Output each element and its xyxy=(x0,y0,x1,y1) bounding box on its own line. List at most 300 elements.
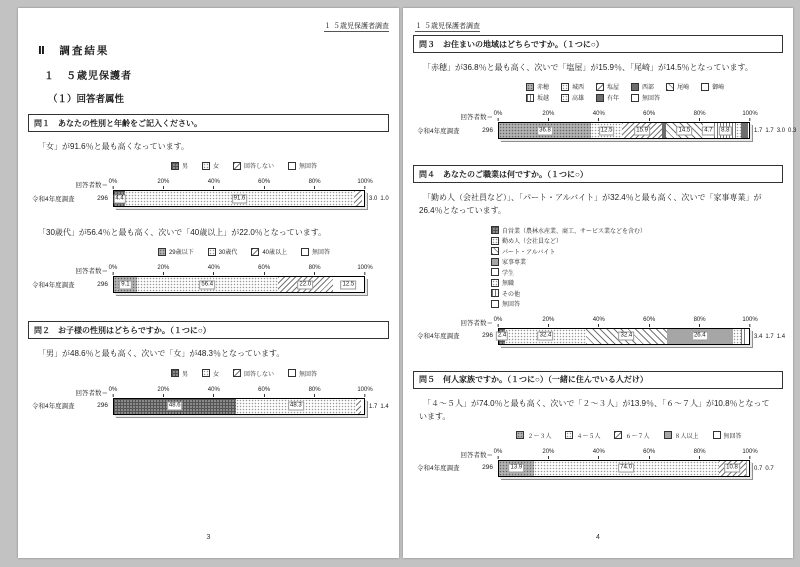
legend-swatch-icon xyxy=(171,162,179,170)
legend-swatch-icon xyxy=(561,94,569,102)
legend-item xyxy=(526,82,549,91)
outside-value-label: 1.4 xyxy=(380,403,389,410)
legend-label: 男 xyxy=(181,164,188,171)
axis-tick-mark xyxy=(497,456,498,459)
legend-swatch-icon xyxy=(233,162,241,170)
axis-tick xyxy=(542,317,554,327)
response-count-label: 回答者数＝ xyxy=(75,182,108,190)
axis-tick-label: 0% xyxy=(493,448,503,455)
legend-row xyxy=(526,93,788,102)
axis-tick-mark xyxy=(649,118,650,121)
axis-tick-label: 100% xyxy=(357,179,373,186)
axis-tick xyxy=(593,449,605,459)
axis-tick xyxy=(542,449,554,459)
axis-tick xyxy=(357,179,372,189)
axis-tick-label: 80% xyxy=(308,265,321,272)
axis-tick xyxy=(643,317,655,327)
legend-swatch-icon xyxy=(596,94,604,102)
legend-swatch-icon xyxy=(713,431,721,439)
legend-item xyxy=(158,247,194,256)
legend-label: 無回答 xyxy=(312,250,331,257)
response-count-label: 回答者数＝ xyxy=(75,268,108,276)
axis-tick-label: 60% xyxy=(643,316,656,323)
row-labels xyxy=(26,384,113,416)
legend-row xyxy=(491,257,793,266)
legend-label: 無回答 xyxy=(299,164,318,171)
plot-grid xyxy=(403,314,793,346)
legend-label: 女 xyxy=(212,164,219,171)
axis-tick xyxy=(109,179,118,189)
axis-tick-label: 0% xyxy=(493,111,503,118)
page-4 xyxy=(403,8,797,558)
chart-legend xyxy=(491,226,793,310)
legend-label: 坂越 xyxy=(537,96,550,103)
outside-value-labels xyxy=(754,466,774,472)
legend-swatch-icon xyxy=(491,247,499,255)
bar-segment xyxy=(534,461,719,476)
response-count-label: 回答者数＝ xyxy=(75,389,108,397)
segment-value-label: 14.5 xyxy=(678,127,691,134)
bar-segment xyxy=(499,461,534,476)
legend-swatch-icon xyxy=(251,248,259,256)
legend-label: 無回答 xyxy=(642,96,661,103)
legend-row xyxy=(491,226,793,235)
question-5-box: 問５ 何人家族ですか。（１つに○）（一緒に住んでいる人だけ） xyxy=(413,371,783,389)
segment-value-label: 48.3 xyxy=(290,402,302,409)
axis-tick-label: 80% xyxy=(693,316,706,323)
x-axis-ticks xyxy=(493,108,758,121)
legend-swatch-icon xyxy=(491,237,499,245)
stacked-bar xyxy=(498,460,750,477)
legend-swatch-icon xyxy=(631,83,639,91)
axis-tick-mark xyxy=(112,394,113,397)
survey-year-label: 令和4年度調査 xyxy=(417,333,460,341)
question-2-box: 問２ お子様の性別はどちらですか。（１つに○） xyxy=(28,321,389,339)
row-labels xyxy=(411,446,498,478)
chart-q3-area xyxy=(403,82,797,140)
stacked-bar xyxy=(498,328,750,345)
legend-label: ２～３人 xyxy=(527,433,552,440)
legend-swatch-icon xyxy=(561,83,569,91)
survey-year-label: 令和4年度調査 xyxy=(417,127,460,135)
axis-tick-mark xyxy=(364,272,365,275)
x-axis-ticks xyxy=(108,384,373,397)
outside-value-label: 0.7 xyxy=(765,465,774,472)
x-axis-ticks xyxy=(108,176,373,189)
legend-label: 回答しない xyxy=(244,371,275,378)
x-axis-ticks xyxy=(493,314,758,327)
axis-tick-label: 20% xyxy=(542,111,555,118)
legend-swatch-icon xyxy=(233,369,241,377)
legend-item xyxy=(491,299,520,308)
axis-tick-mark xyxy=(163,186,164,189)
chart-legend xyxy=(113,161,375,172)
legend-label: その他 xyxy=(502,291,521,298)
axis-tick-label: 80% xyxy=(308,386,321,393)
legend-item xyxy=(664,431,699,440)
page-number: 4 xyxy=(596,534,600,541)
legend-swatch-icon xyxy=(631,94,639,102)
stacked-bar xyxy=(113,398,365,415)
segment-value-label: 9.1 xyxy=(121,281,130,288)
plot-area xyxy=(108,384,389,416)
axis-tick-label: 40% xyxy=(592,316,605,323)
plot-area xyxy=(493,108,797,140)
segment-value-label: 48.6 xyxy=(168,402,181,409)
legend-item xyxy=(565,431,600,440)
chart-legend xyxy=(113,247,375,258)
bar-segment xyxy=(114,191,125,206)
survey-year-label: 令和4年度調査 xyxy=(32,403,75,411)
bar-segment xyxy=(114,277,137,292)
outside-value-label: 0.7 xyxy=(754,465,763,472)
axis-tick-label: 20% xyxy=(157,265,170,272)
axis-tick-mark xyxy=(112,272,113,275)
bar-segment xyxy=(333,277,364,292)
axis-tick-mark xyxy=(749,456,750,459)
outside-value-label: 3.0 xyxy=(369,196,378,203)
bar-segment xyxy=(125,191,354,206)
axis-tick-label: 40% xyxy=(207,386,220,393)
row-labels xyxy=(411,108,498,140)
axis-tick-mark xyxy=(497,118,498,121)
legend-label: 城西 xyxy=(572,85,585,92)
q4-summary: 「勤め人（会社員など）」、「パート・アルバイト」が32.4％と最も高く、次いで「家事専業」が26.4％となっています。 xyxy=(419,193,762,216)
legend-swatch-icon xyxy=(208,248,216,256)
legend-row xyxy=(113,161,375,170)
axis-tick xyxy=(742,317,757,327)
outside-value-labels xyxy=(754,334,785,340)
chart-q1-respondent-age xyxy=(18,247,399,294)
axis-tick xyxy=(208,387,220,397)
outside-value-label: 0.3 xyxy=(788,128,797,135)
bar-segment xyxy=(505,329,586,344)
axis-tick xyxy=(258,387,270,397)
stacked-bar xyxy=(498,122,750,139)
question-1-box: 問１ あなたの性別と年齢をご記入ください。 xyxy=(28,114,389,132)
outside-value-labels xyxy=(369,404,389,410)
respondent-n: 296 xyxy=(482,464,493,472)
segment-value-label: 15.9 xyxy=(636,127,648,134)
legend-row xyxy=(113,369,375,378)
axis-tick-label: 100% xyxy=(357,386,373,393)
plot-area xyxy=(108,176,389,208)
bar-segment xyxy=(733,329,741,344)
legend-label: 女 xyxy=(212,371,219,378)
legend-label: 無職 xyxy=(502,281,515,288)
axis-tick-label: 0% xyxy=(108,386,118,393)
bar-segment xyxy=(719,461,746,476)
axis-tick-mark xyxy=(163,272,164,275)
segment-value-label: 4.4 xyxy=(115,195,124,202)
respondent-n: 296 xyxy=(97,194,108,202)
axis-tick-mark xyxy=(598,456,599,459)
legend-row xyxy=(113,247,375,256)
legend-swatch-icon xyxy=(288,369,296,377)
legend-row xyxy=(491,289,793,298)
axis-tick-label: 60% xyxy=(258,179,271,186)
page-number: 3 xyxy=(206,534,211,541)
axis-tick-mark xyxy=(314,394,315,397)
legend-item xyxy=(491,247,555,256)
segment-value-label: 12.5 xyxy=(600,127,613,134)
segment-value-label: 91.6 xyxy=(233,195,246,202)
q2-summary: 「男」が48.6％と最も高く、次いで「女」が48.3％となっています。 xyxy=(34,349,285,359)
legend-item xyxy=(596,82,619,91)
running-header-text: １ ５歳児保護者調査 xyxy=(415,23,480,30)
outside-value-label: 3.4 xyxy=(754,333,763,340)
bar-row xyxy=(113,190,389,208)
q5-summary: 「４～５人」が74.0％と最も高く、次いで「２～３人」が13.9％、「６～７人」が10.8％となっています。 xyxy=(419,398,770,421)
segment-value-label: 12.5 xyxy=(342,281,355,288)
legend-swatch-icon xyxy=(301,248,309,256)
axis-tick-mark xyxy=(264,186,265,189)
legend-label: 御崎 xyxy=(712,85,725,92)
q3-summary: 「赤穂」が36.8％と最も高く、次いで「塩屋」が15.9％、「尾崎」が14.5％となっています。 xyxy=(419,63,753,72)
response-count-label: 回答者数＝ xyxy=(460,451,493,459)
segment-value-label: 22.0 xyxy=(299,281,312,288)
axis-tick-mark xyxy=(112,186,113,189)
row-label xyxy=(411,327,498,345)
outside-value-label: 1.7 xyxy=(754,128,763,135)
outside-value-label: 1.7 xyxy=(369,403,378,410)
legend-item xyxy=(171,161,188,170)
legend-label: パート・アルバイト xyxy=(502,249,556,256)
legend-item xyxy=(288,369,317,378)
plot-area xyxy=(108,262,373,294)
survey-year-label: 令和4年度調査 xyxy=(32,281,75,289)
legend-row xyxy=(491,278,793,287)
plot-area xyxy=(493,314,786,346)
legend-swatch-icon xyxy=(664,431,672,439)
bar-segment xyxy=(703,123,715,138)
axis-tick-label: 40% xyxy=(207,179,220,186)
running-header xyxy=(403,21,793,31)
legend-item xyxy=(561,93,584,102)
bar-segment xyxy=(361,399,365,414)
axis-tick-mark xyxy=(699,324,700,327)
axis-tick-label: 80% xyxy=(308,179,321,186)
axis-tick-label: 20% xyxy=(542,316,555,323)
legend-item xyxy=(516,431,551,440)
axis-tick xyxy=(742,449,757,459)
bar-segment xyxy=(591,123,622,138)
legend-label: 勤め人（会社員など） xyxy=(502,239,563,246)
legend-label: ６～７人 xyxy=(625,433,650,440)
bar-segment xyxy=(362,191,365,206)
bar-segment xyxy=(622,123,662,138)
legend-item xyxy=(202,369,219,378)
segment-value-label: 36.8 xyxy=(539,127,551,134)
axis-tick-mark xyxy=(548,118,549,121)
legend-label: 有年 xyxy=(607,96,620,103)
legend-swatch-icon xyxy=(491,268,499,276)
stacked-bar xyxy=(113,276,365,293)
legend-swatch-icon xyxy=(202,162,210,170)
row-label xyxy=(26,189,113,207)
bar-row xyxy=(113,398,389,416)
legend-swatch-icon xyxy=(491,226,499,234)
axis-tick-label: 40% xyxy=(592,111,605,118)
row-labels xyxy=(411,314,498,346)
axis-tick xyxy=(309,179,321,189)
axis-tick xyxy=(593,317,605,327)
axis-tick-label: 80% xyxy=(693,111,706,118)
axis-tick-mark xyxy=(699,118,700,121)
legend-swatch-icon xyxy=(526,83,534,91)
legend-item xyxy=(491,257,526,266)
legend-swatch-icon xyxy=(491,258,499,266)
outside-value-label: 1.7 xyxy=(765,333,774,340)
legend-item xyxy=(491,278,514,287)
x-axis-ticks xyxy=(493,446,758,459)
axis-tick-mark xyxy=(749,118,750,121)
axis-tick-label: 20% xyxy=(542,448,555,455)
survey-year-label: 令和4年度調査 xyxy=(417,465,460,473)
axis-tick-label: 60% xyxy=(258,265,271,272)
legend-item xyxy=(561,82,584,91)
bar-segment xyxy=(236,399,357,414)
axis-tick-mark xyxy=(264,272,265,275)
legend-swatch-icon xyxy=(491,289,499,297)
legend-swatch-icon xyxy=(526,94,534,102)
legend-label: 無回答 xyxy=(502,302,521,309)
axis-tick xyxy=(258,265,270,275)
bar-segment xyxy=(667,329,733,344)
axis-tick xyxy=(542,111,554,121)
axis-tick-mark xyxy=(163,394,164,397)
legend-item xyxy=(491,226,646,235)
segment-value-label: 74.0 xyxy=(620,464,632,471)
axis-tick xyxy=(593,111,605,121)
outside-value-label: 1.0 xyxy=(380,196,389,203)
axis-tick-label: 60% xyxy=(258,386,271,393)
segment-value-label: 32.4 xyxy=(620,332,633,339)
subsection-title: １ ５歳児保護者 xyxy=(44,71,132,82)
axis-tick xyxy=(742,111,757,121)
bar-row xyxy=(498,122,797,140)
legend-label: 男 xyxy=(181,371,188,378)
legend-row xyxy=(526,82,788,91)
outside-value-labels xyxy=(369,196,389,202)
legend-label: 無回答 xyxy=(299,371,318,378)
bar-row xyxy=(113,276,365,294)
legend-swatch-icon xyxy=(171,369,179,377)
legend-item xyxy=(288,161,317,170)
outside-value-label: 1.4 xyxy=(776,333,786,340)
segment-value-label: 13.9 xyxy=(510,464,523,471)
legend-swatch-icon xyxy=(491,300,499,308)
legend-label: 自営業（農林水産業、商工、サービス業などを含む） xyxy=(502,228,647,235)
axis-tick-label: 60% xyxy=(643,448,656,455)
legend-label: 西部 xyxy=(642,85,655,92)
axis-tick-mark xyxy=(598,324,599,327)
axis-tick xyxy=(109,265,118,275)
legend-label: ４～５人 xyxy=(576,433,601,440)
legend-row xyxy=(491,247,793,256)
respondent-n: 296 xyxy=(482,126,493,134)
legend-swatch-icon xyxy=(565,431,573,439)
axis-tick-label: 60% xyxy=(643,111,656,118)
axis-tick-label: 20% xyxy=(157,386,170,393)
legend-item xyxy=(701,82,724,91)
legend-swatch-icon xyxy=(516,431,524,439)
axis-tick-mark xyxy=(548,456,549,459)
legend-item xyxy=(301,247,330,256)
axis-tick-label: 100% xyxy=(742,111,758,118)
plot-grid xyxy=(18,176,399,208)
axis-tick xyxy=(208,179,220,189)
axis-tick xyxy=(309,265,321,275)
question-4-box: 問４ あなたのご職業は何ですか。（１つに○） xyxy=(413,165,783,183)
bar-segment xyxy=(137,277,278,292)
outside-value-label: 1.7 xyxy=(765,128,774,135)
legend-item xyxy=(666,82,689,91)
q1-sex-summary: 「女」が91.6％と最も高くなっています。 xyxy=(34,142,189,151)
legend-label: 赤穂 xyxy=(537,85,550,92)
response-count-label: 回答者数＝ xyxy=(460,319,493,327)
axis-tick-mark xyxy=(364,394,365,397)
bar-row xyxy=(498,460,774,478)
legend-label: 高雄 xyxy=(572,96,585,103)
survey-year-label: 令和4年度調査 xyxy=(32,195,75,203)
segment-value-label: 4.7 xyxy=(704,127,713,134)
plot-grid xyxy=(403,446,793,478)
axis-tick-label: 40% xyxy=(592,448,605,455)
legend-item xyxy=(208,247,238,256)
legend-row xyxy=(491,268,793,277)
axis-tick-label: 40% xyxy=(207,265,220,272)
axis-tick xyxy=(109,387,118,397)
plot-grid xyxy=(18,384,399,416)
legend-item xyxy=(614,431,649,440)
chart-legend xyxy=(113,369,375,380)
bar-segment xyxy=(499,123,591,138)
bar-segment xyxy=(114,399,236,414)
legend-swatch-icon xyxy=(666,83,674,91)
legend-row xyxy=(491,236,793,245)
legend-item xyxy=(596,93,619,102)
axis-tick xyxy=(258,179,270,189)
chart-q2-child-sex xyxy=(18,369,399,416)
axis-tick-mark xyxy=(264,394,265,397)
legend-label: 40歳以上 xyxy=(262,250,288,257)
bar-segment xyxy=(747,461,749,476)
legend-label: 学生 xyxy=(502,270,515,277)
axis-tick xyxy=(694,111,706,121)
axis-tick-mark xyxy=(364,186,365,189)
row-labels xyxy=(26,176,113,208)
axis-tick-mark xyxy=(649,456,650,459)
segment-value-label: 56.4 xyxy=(201,281,214,288)
legend-label: 回答しない xyxy=(244,164,275,171)
question-3-box: 問３ お住まいの地域はどちらですか。（１つに○） xyxy=(413,35,783,53)
axis-tick-mark xyxy=(314,186,315,189)
axis-tick-label: 80% xyxy=(693,448,706,455)
legend-item xyxy=(251,247,287,256)
row-label xyxy=(26,275,113,293)
bar-segment xyxy=(714,123,736,138)
axis-tick-mark xyxy=(699,456,700,459)
response-count-label: 回答者数＝ xyxy=(460,114,493,122)
legend-label: 無回答 xyxy=(723,433,742,440)
axis-tick xyxy=(157,265,169,275)
axis-tick xyxy=(494,111,503,121)
plot-grid xyxy=(403,108,797,140)
axis-tick-mark xyxy=(314,272,315,275)
axis-tick xyxy=(494,449,503,459)
axis-tick xyxy=(357,265,372,275)
